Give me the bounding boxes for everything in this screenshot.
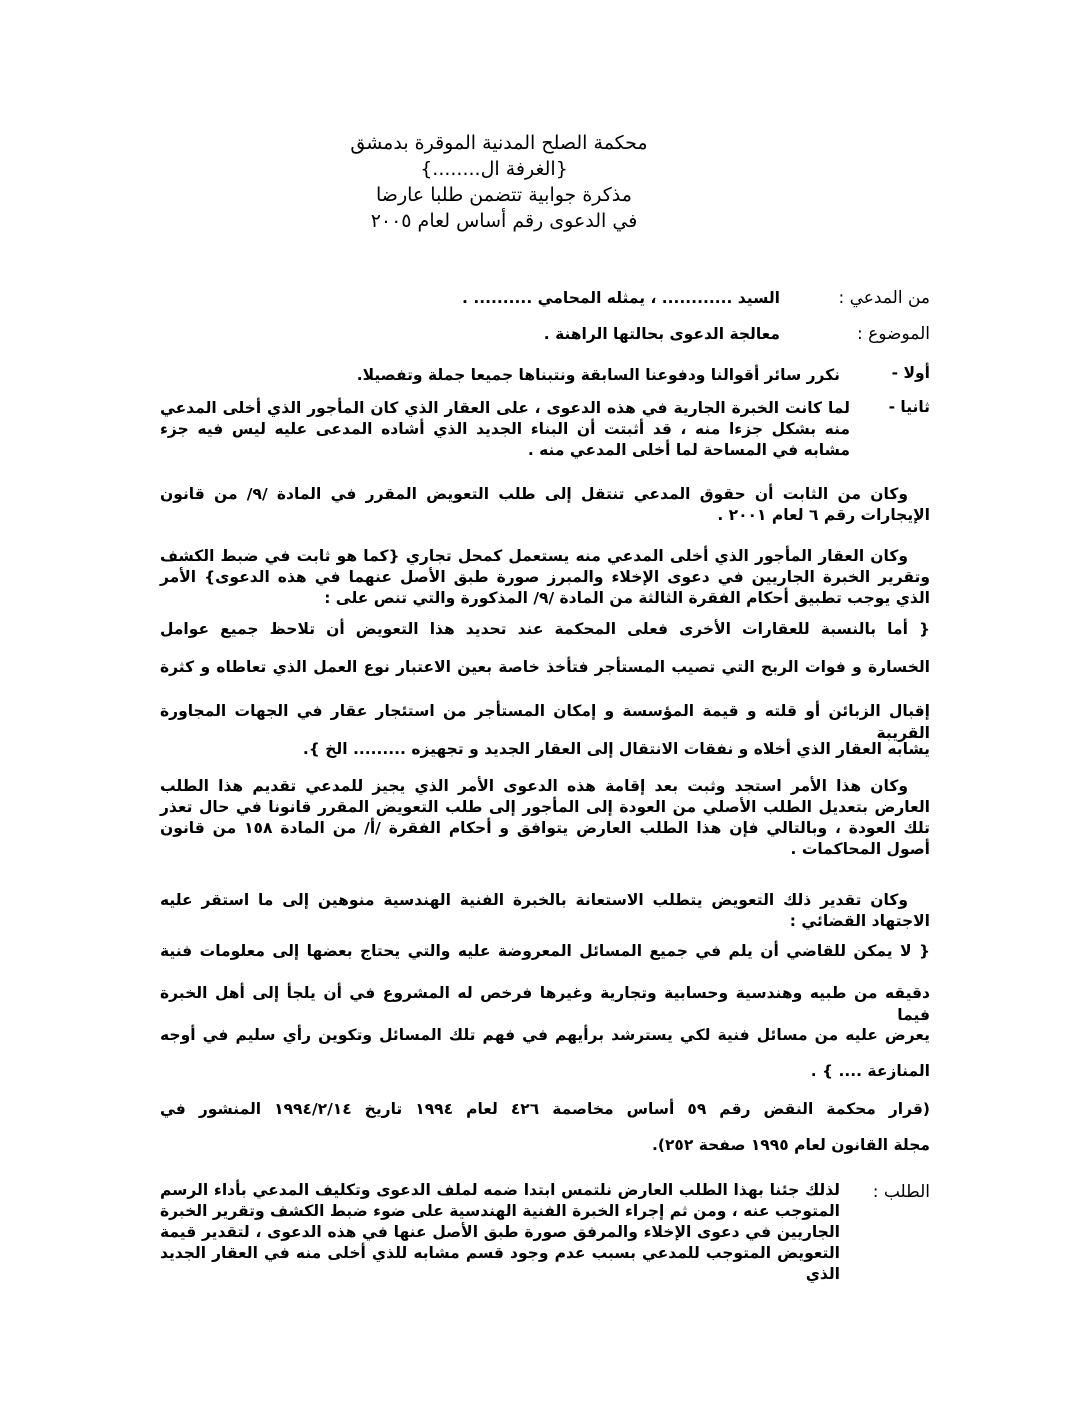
second-paragraph-3: وكان العقار المأجور الذي أخلى المدعي منه يستعمل كمحل تجاري {كما هو ثابت في ضبط الكشف وتقرير الخبرة الجاريين في دعوى الإخلاء والمبرز صورة طبق الأصل عنهما في هذه الدعوى} الأمر الذي يوجب تطبيق أحكام الفقرة الثالثة من المادة /٩/ المذكورة والتي تنص على : xyxy=(160,547,930,607)
court-name: محكمة الصلح المدنية الموقرة بدمشق xyxy=(350,132,648,154)
request-label: الطلب : xyxy=(872,1182,930,1202)
subject-row xyxy=(158,324,930,350)
second-paragraph-4: وكان هذا الأمر استجد وثبت بعد إقامة هذه الدعوى الأمر الذي يجيز للمدعي تقديم هذا الطلب العارض بتعديل الطلب الأصلي من العودة إلى المأجور إلى طلب التعويض المقرر قانونا في حال تعذر تلك العودة ، وبالتالي فإن هذا الطلب العارض يتوافق و أحكام الفقرة /أ/ من المادة ١٥٨ من قانون أصول المحاكمات . xyxy=(160,777,930,858)
second-paragraph-5: وكان تقدير ذلك التعويض يتطلب الاستعانة بالخبرة الفنية الهندسية منوهين إلى ما استقر عليه الاجتهاد القضائي : xyxy=(160,891,930,930)
quote-2-line-2: دقيقه من طبيه وهندسية وحسابية وتجارية وغيرها فرخص له المشروع في أن يلجأ إلى أهل الخبرة فيما xyxy=(160,984,930,1024)
quote-2-line-3: يعرض عليه من مسائل فنية لكي يسترشد برأيهم في فهم تلك المسائل وتكوين رأي سليم في أوجه xyxy=(160,1026,930,1044)
plaintiff-value: السيد ............ ، يمثله المحامي .......... . xyxy=(462,289,780,307)
plaintiff-row xyxy=(158,288,930,314)
subject-value: معالجة الدعوى بحالتها الراهنة . xyxy=(543,325,780,343)
second-label: ثانيا - xyxy=(888,398,930,416)
chamber-line: {الغرفة ال........} xyxy=(420,158,568,180)
second-paragraph-1: لما كانت الخبرة الجارية في هذه الدعوى ، على العقار الذي كان المأجور الذي أخلى المدعي منه بشكل جزءا منه ، قد أثبتت أن البناء الجديد الذي أشاده المدعى عليه ليس فيه جزء مشابه في المساحة لما أخلى المدعي منه . xyxy=(160,399,850,459)
second-paragraph-2: وكان من الثابت أن حقوق المدعي تنتقل إلى طلب التعويض المقرر في المادة /٩/ من قانون الإيجارات رقم ٦ لعام ٢٠٠١ . xyxy=(160,485,930,524)
first-label: أولا - xyxy=(891,364,930,382)
citation-line-2: مجلة القانون لعام ١٩٩٥ صفحة ٢٥٢). xyxy=(651,1136,930,1154)
quote-2-line-1: { لا يمكن للقاضي أن يلم في جميع المسائل المعروضة عليه والتي يحتاج بعضها إلى معلومات فنية xyxy=(160,942,930,960)
quote-2-line-4: المنازعة .... } . xyxy=(810,1062,930,1080)
memo-title: مذكرة جوابية تتضمن طلبا عارضا xyxy=(376,184,632,206)
document-header xyxy=(0,130,1088,234)
case-reference: في الدعوى رقم أساس لعام ٢٠٠٥ xyxy=(370,210,638,232)
quote-1-line-4: يشابه العقار الذي أخلاه و نفقات الانتقال إلى العقار الجديد و تجهيزه ......... الخ }. xyxy=(302,740,930,758)
subject-label: الموضوع : xyxy=(856,324,930,344)
quote-1-line-1: { أما بالنسبة للعقارات الأخرى فعلى المحكمة عند تحديد هذا التعويض أن تلاحظ جميع عوامل xyxy=(160,620,930,638)
citation-line-1: (قرار محكمة النقض رقم ٥٩ أساس مخاصمة ٤٢٦ لعام ١٩٩٤ تاريخ ١٩٩٤/٢/١٤ المنشور في xyxy=(160,1100,930,1118)
quote-1-line-3: إقبال الزبائن أو قلته و قيمة المؤسسة و إمكان المستأجر من استئجار عقار في الجهات المجاورة القريبة xyxy=(160,702,930,742)
first-text: نكرر سائر أقوالنا ودفوعنا السابقة ونتبناها جميعا جملة وتفصيلا. xyxy=(356,366,840,384)
quote-1-line-2: الخسارة و فوات الربح التي تصيب المستأجر فتأخذ خاصة بعين الاعتبار نوع العمل الذي تعاطاه و كثرة xyxy=(160,658,930,676)
plaintiff-label: من المدعي : xyxy=(838,288,930,308)
request-text: لذلك جئنا بهذا الطلب العارض نلتمس ابتدا ضمه لملف الدعوى وتكليف المدعي بأداء الرسم المتوجب عنه ، ومن ثم إجراء الخبرة الفنية الهندسية على ضوء ضبط الكشف وتقرير الخبرة الجاريين في دعوى الإخلاء والمرفق صورة طبق الأصل عنها في هذه الدعوى ، لتقدير قيمة التعويض المتوجب للمدعي بسبب عدم وجود قسم مشابه للذي أخلى منه في العقار الجديد الذي xyxy=(160,1181,840,1283)
